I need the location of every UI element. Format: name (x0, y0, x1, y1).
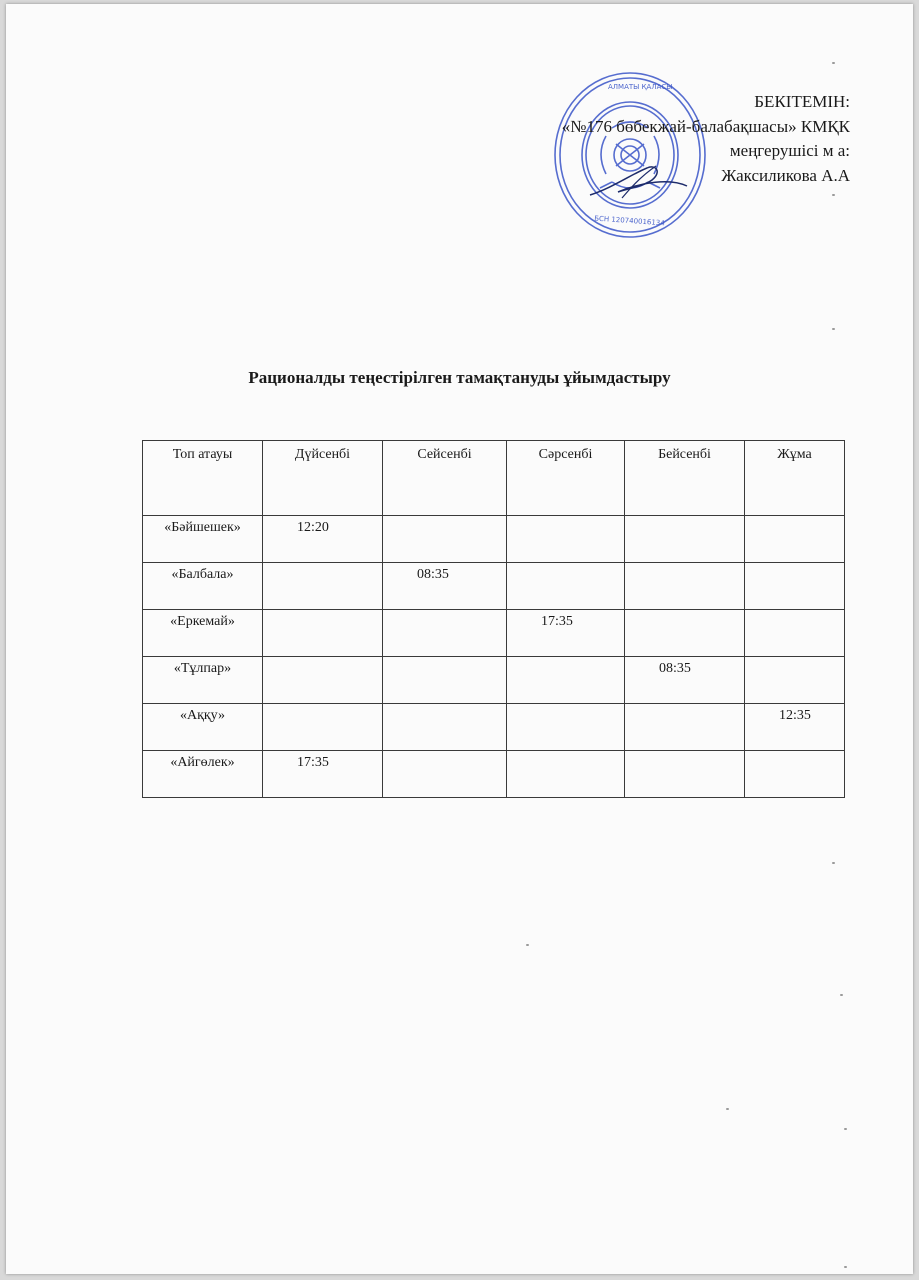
time-cell (263, 563, 383, 610)
group-name-cell: «Еркемай» (143, 610, 263, 657)
time-cell (625, 751, 745, 798)
time-cell (625, 610, 745, 657)
scan-speck (840, 994, 843, 996)
time-cell (507, 657, 625, 704)
time-cell (745, 657, 845, 704)
scan-speck (832, 62, 835, 64)
scan-speck (832, 862, 835, 864)
group-name-cell: «Айгөлек» (143, 751, 263, 798)
time-cell: 08:35 (625, 657, 745, 704)
time-cell (263, 704, 383, 751)
meal-schedule-table (142, 440, 845, 798)
time-cell: 17:35 (507, 610, 625, 657)
header-group-name: Топ атауы (143, 441, 263, 516)
table-row (143, 751, 845, 798)
signatory-name: Жаксиликова А.А (721, 165, 850, 185)
approval-block (562, 90, 850, 188)
time-cell (263, 657, 383, 704)
time-cell (507, 751, 625, 798)
time-cell (745, 516, 845, 563)
approval-label: БЕКІТЕМІН: (754, 92, 850, 111)
position-title: меңгерушісі м а: (729, 141, 850, 160)
time-cell (263, 610, 383, 657)
group-name-cell: «Аққу» (143, 704, 263, 751)
group-name-cell: «Бәйшешек» (143, 516, 263, 563)
organization-name: «№176 бөбекжай-балабақшасы» КМҚК (561, 116, 850, 136)
table-row (143, 704, 845, 751)
time-cell (507, 516, 625, 563)
document-page (6, 4, 913, 1274)
svg-text:БСН 120740016134: БСН 120740016134 (593, 214, 665, 228)
scan-speck (726, 1108, 729, 1110)
header-friday: Жұма (745, 441, 845, 516)
group-name-cell: «Тұлпар» (143, 657, 263, 704)
time-cell (507, 563, 625, 610)
scan-speck (844, 1266, 847, 1268)
time-cell (383, 516, 507, 563)
time-cell (507, 704, 625, 751)
time-cell (625, 704, 745, 751)
time-cell: 08:35 (383, 563, 507, 610)
time-cell: 12:35 (745, 704, 845, 751)
table-row (143, 563, 845, 610)
table-header-row (143, 441, 845, 516)
time-cell (625, 516, 745, 563)
header-thursday: Бейсенбі (625, 441, 745, 516)
document-title: Рационалды теңестірілген тамақтануды ұйымдастыру (248, 368, 671, 387)
table-row (143, 657, 845, 704)
header-monday: Дүйсенбі (263, 441, 383, 516)
time-cell (383, 751, 507, 798)
scan-speck (526, 944, 529, 946)
time-cell (383, 610, 507, 657)
scan-speck (832, 328, 835, 330)
group-name-cell: «Балбала» (143, 563, 263, 610)
header-wednesday: Сәрсенбі (507, 441, 625, 516)
scan-speck (844, 1128, 847, 1130)
time-cell (745, 610, 845, 657)
time-cell (383, 704, 507, 751)
time-cell (383, 657, 507, 704)
svg-text:АЛМАТЫ ҚАЛАСЫ: АЛМАТЫ ҚАЛАСЫ (608, 83, 673, 91)
time-cell (745, 563, 845, 610)
time-cell: 12:20 (263, 516, 383, 563)
time-cell (625, 563, 745, 610)
time-cell (745, 751, 845, 798)
header-tuesday: Сейсенбі (383, 441, 507, 516)
scan-speck (832, 194, 835, 196)
table-row (143, 516, 845, 563)
table-row (143, 610, 845, 657)
time-cell: 17:35 (263, 751, 383, 798)
